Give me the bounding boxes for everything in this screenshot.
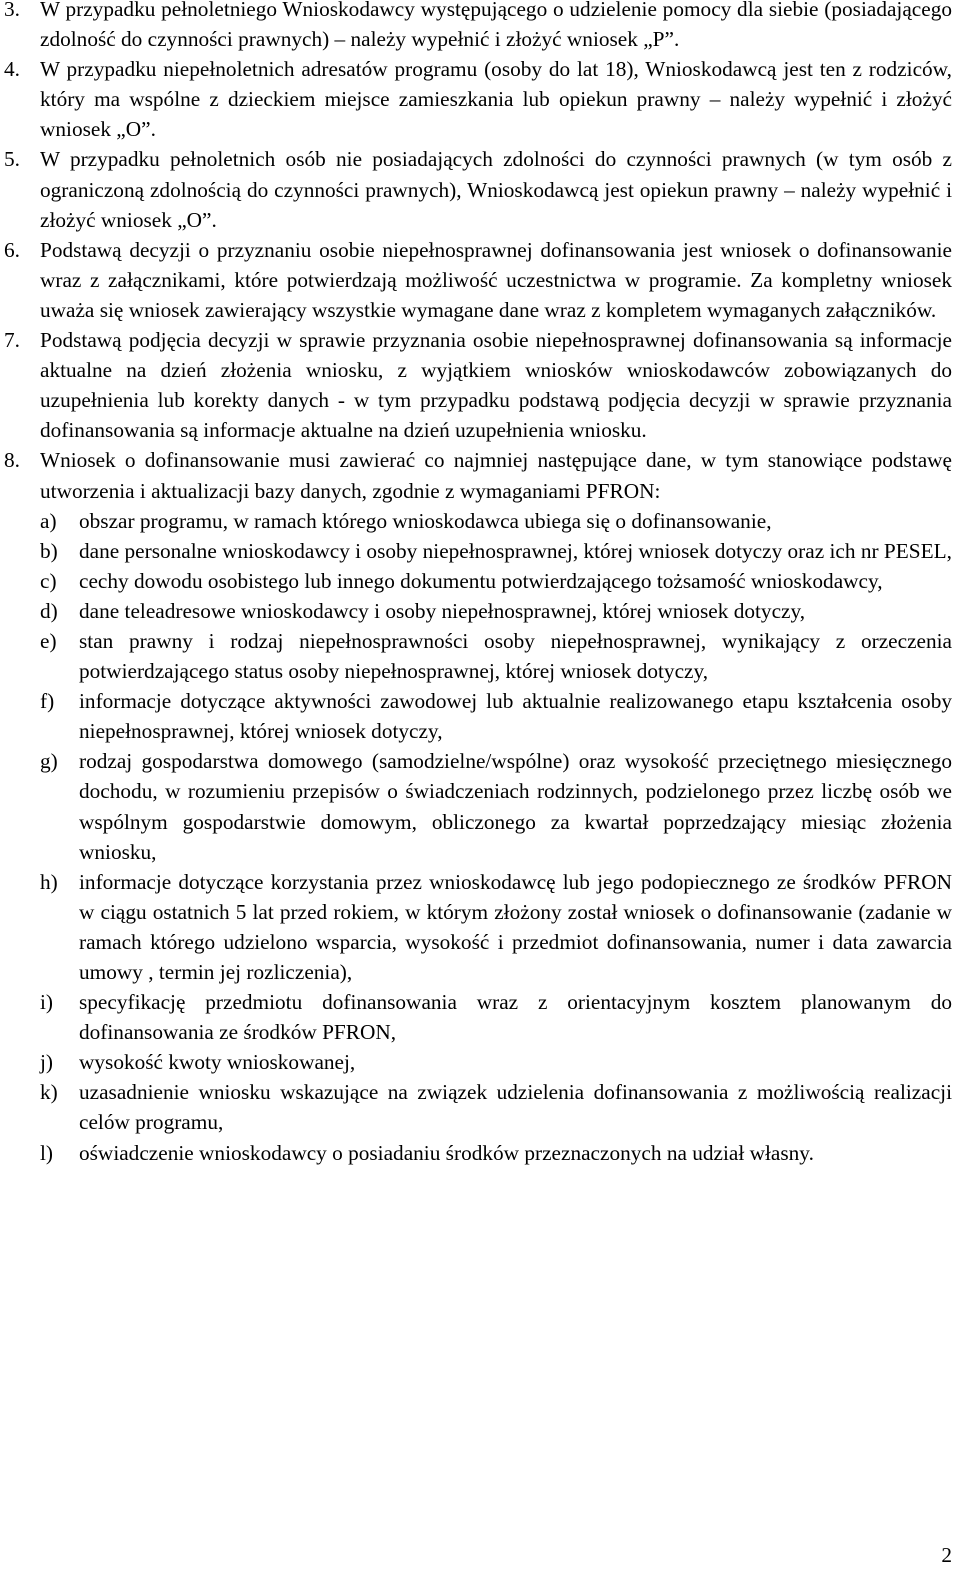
sub-item-letter: a) bbox=[40, 508, 57, 533]
page-number: 2 bbox=[941, 1543, 952, 1567]
sub-item-text: obszar programu, w ramach którego wnioskodawca ubiega się o dofinansowanie, bbox=[79, 508, 772, 533]
sub-item-text: dane personalne wnioskodawcy i osoby niepełnosprawnej, której wniosek dotyczy oraz ich nr PESEL, bbox=[79, 538, 952, 563]
sub-item-letter: l) bbox=[40, 1140, 54, 1165]
sub-item-text: informacje dotyczące aktywności zawodowej lub aktualnie realizowanego etapu kształcenia osoby niepełnosprawnej, której wniosek dotyczy, bbox=[79, 689, 952, 744]
required-data-list bbox=[0, 506, 960, 1168]
item-number: 4. bbox=[4, 57, 20, 82]
sub-item-letter: i) bbox=[40, 990, 54, 1015]
sub-item-text: stan prawny i rodzaj niepełnosprawności osoby niepełnosprawnej, wynikający z orzeczenia potwierdzającego status osoby niepełnosprawnej, której wniosek dotyczy, bbox=[79, 628, 952, 684]
sub-item-letter: c) bbox=[40, 568, 57, 593]
sub-list-item bbox=[0, 566, 960, 596]
list-item bbox=[0, 235, 960, 325]
sub-item-letter: h) bbox=[40, 869, 58, 894]
list-item bbox=[0, 445, 960, 505]
sub-item-text: uzasadnienie wniosku wskazujące na związek udzielenia dofinansowania z możliwością realizacji celów programu, bbox=[79, 1080, 952, 1135]
sub-item-text: dane teleadresowe wnioskodawcy i osoby niepełnosprawnej, której wniosek dotyczy, bbox=[79, 598, 806, 623]
sub-item-text: informacje dotyczące korzystania przez wnioskodawcę lub jego podopiecznego ze środków PFRON w ciągu ostatnich 5 lat przed rokiem, w którym złożony został wniosek o dofinansowanie (zadanie w ramach którego udzielono wsparcia, wysokość i przedmiot dofinansowania, numer i data zawarcia umowy , termin jej rozliczenia), bbox=[79, 869, 952, 984]
sub-item-text: oświadczenie wnioskodawcy o posiadaniu środków przeznaczonych na udział własny. bbox=[79, 1140, 814, 1165]
item-text: Podstawą decyzji o przyznaniu osobie niepełnosprawnej dofinansowania jest wniosek o dofinansowanie wraz z załącznikami, które potwierdzają możliwość uczestnictwa w programie. Za kompletny wniosek uważa się wniosek zawierający wszystkie wymagane dane wraz z kompletem wymaganych załączników. bbox=[40, 237, 952, 322]
sub-list-item bbox=[0, 596, 960, 626]
sub-item-text: cechy dowodu osobistego lub innego dokumentu potwierdzającego tożsamość wnioskodawcy, bbox=[79, 568, 883, 593]
list-item bbox=[0, 144, 960, 234]
sub-item-letter: g) bbox=[40, 749, 58, 774]
sub-list-item bbox=[0, 536, 960, 566]
item-text: W przypadku pełnoletnich osób nie posiadających zdolności do czynności prawnych (w tym osób z ograniczoną zdolnością do czynności prawnych), Wnioskodawcą jest opiekun prawny – należy wypełnić i złożyć wniosek „O”. bbox=[40, 147, 952, 232]
sub-item-text: rodzaj gospodarstwa domowego (samodzielne/wspólne) oraz wysokość przeciętnego miesięcznego dochodu, w rozumieniu przepisów o świadczeniach rodzinnych, podzielonego przez liczbę osób we wspólnym gospodarstwie domowym, obliczonego za kwartał poprzedzający miesiąc złożenia wniosku, bbox=[79, 749, 952, 864]
item-number: 6. bbox=[4, 237, 20, 262]
sub-item-letter: d) bbox=[40, 598, 58, 623]
item-text: W przypadku pełnoletniego Wnioskodawcy występującego o udzielenie pomocy dla siebie (posiadającego zdolność do czynności prawnych) – należy wypełnić i złożyć wniosek „P”. bbox=[40, 0, 952, 52]
sub-list-item bbox=[0, 746, 960, 866]
item-text: W przypadku niepełnoletnich adresatów programu (osoby do lat 18), Wnioskodawcą jest ten z rodziców, który ma wspólne z dzieckiem miejsce zamieszkania lub opiekun prawny – należy wypełnić i złożyć wniosek „O”. bbox=[40, 57, 952, 142]
sub-list-item bbox=[0, 506, 960, 536]
item-number: 5. bbox=[4, 147, 20, 172]
list-item bbox=[0, 0, 960, 54]
sub-list-item bbox=[0, 1047, 960, 1077]
list-item bbox=[0, 325, 960, 445]
sub-item-text: specyfikację przedmiotu dofinansowania wraz z orientacyjnym kosztem planowanym do dofinansowania ze środków PFRON, bbox=[79, 990, 952, 1045]
sub-item-letter: b) bbox=[40, 538, 58, 563]
sub-item-letter: e) bbox=[40, 628, 57, 653]
sub-list-item bbox=[0, 1138, 960, 1168]
item-number: 3. bbox=[4, 0, 20, 21]
sub-list-item bbox=[0, 987, 960, 1047]
list-item bbox=[0, 54, 960, 144]
item-text: Wniosek o dofinansowanie musi zawierać co najmniej następujące dane, w tym stanowiące podstawę utworzenia i aktualizacji bazy danych, zgodnie z wymaganiami PFRON: bbox=[40, 448, 952, 503]
item-number: 8. bbox=[4, 448, 20, 473]
item-text: Podstawą podjęcia decyzji w sprawie przyznania osobie niepełnosprawnej dofinansowania są informacje aktualne na dzień złożenia wniosku, z wyjątkiem wniosków wnioskodawców zobowiązanych do uzupełnienia lub korekty danych - w tym przypadku podstawą podjęcia decyzji w sprawie przyznania dofinansowania są informacje aktualne na dzień uzupełnienia wniosku. bbox=[40, 328, 952, 443]
sub-list-item bbox=[0, 867, 960, 987]
sub-item-letter: j) bbox=[40, 1050, 54, 1075]
sub-list-item bbox=[0, 1077, 960, 1137]
sub-list-item bbox=[0, 626, 960, 686]
sub-item-text: wysokość kwoty wnioskowanej, bbox=[79, 1050, 356, 1075]
sub-item-letter: k) bbox=[40, 1080, 58, 1105]
sub-list-item bbox=[0, 686, 960, 746]
sub-item-letter: f) bbox=[40, 689, 55, 714]
item-number: 7. bbox=[4, 328, 20, 353]
